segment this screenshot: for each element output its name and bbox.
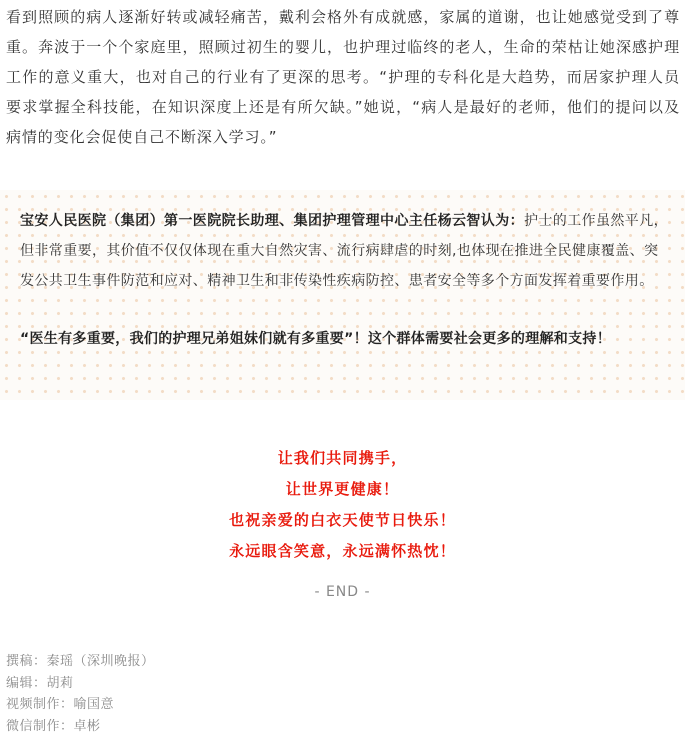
credit-editor: 编辑：胡莉	[6, 675, 74, 691]
quote-body: 护士的工作虽然平凡，但非常重要，其价值不仅仅体现在重大自然灾害、流行病肆虐的时刻,也体现在推进全民健康覆盖、突发公共卫生事件防范和应对、精神卫生和非传染性疾病防控、患者安全等多个方面发挥着重要作用。	[20, 213, 668, 289]
closing-line: 让我们共同携手，	[277, 449, 408, 467]
closing-line: 也祝亲爱的白衣天使节日快乐！	[229, 511, 456, 529]
intro-paragraph: 看到照顾的病人逐渐好转或减轻痛苦，戴利会格外有成就感，家属的道谢，也让她感觉受到了尊重。奔波于一个个家庭里，照顾过初生的婴儿，也护理过临终的老人，生命的荣枯让她深感护理工作的意义重大，也对自己的行业有了更深的思考。“护理的专科化是大趋势，而居家护理人员要求掌握全科技能，在知识深度上还是有所欠缺。”她说，“病人是最好的老师，他们的提问以及病情的变化会促使自己不断深入学习。”	[6, 8, 680, 146]
credit-video: 视频制作：喻国意	[6, 697, 115, 712]
closing-line: 让世界更健康！	[285, 480, 400, 498]
credit-writer: 撰稿：秦瑶（深圳晚报）	[6, 654, 155, 669]
credits	[6, 651, 406, 737]
quote-highlight: “医生有多重要，我们的护理兄弟姐妹们就有多重要”！这个群体需要社会更多的理解和支持！	[20, 331, 611, 347]
quote-content	[20, 206, 670, 368]
end-mark: - END -	[314, 584, 371, 600]
article-body	[6, 0, 680, 152]
quote-paragraph	[20, 206, 670, 296]
credit-wechat: 微信制作：卓彬	[6, 718, 101, 734]
quote-speaker: 宝安人民医院（集团）第一医院院长助理、集团护理管理中心主任杨云智认为：	[20, 213, 524, 229]
closing-wishes	[0, 443, 685, 567]
closing-line: 永远眼含笑意，永远满怀热忱！	[229, 542, 456, 560]
quote-block	[0, 190, 685, 400]
